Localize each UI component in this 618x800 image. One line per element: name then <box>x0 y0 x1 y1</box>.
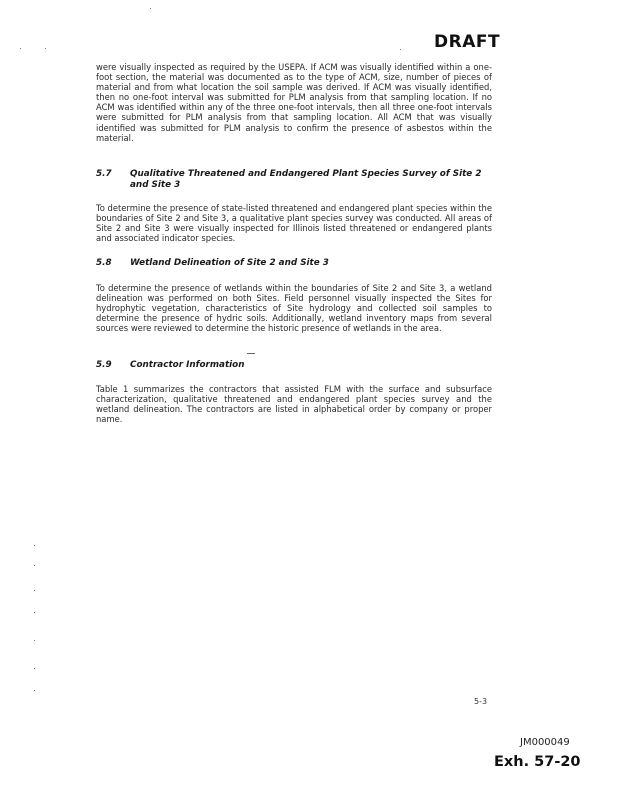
section-number: 5.7 <box>96 169 112 179</box>
scan-speck <box>34 612 35 613</box>
paragraph-plant-survey: To determine the presence of state-listed threatened and endangered plant species within the boundaries of Site 2 and Site 3, a qualitative plant species survey was conducted. All areas of Site 2 and Site 3 were visually inspected for Illinois listed threatened or endangered plants and associated indicator species. <box>96 203 492 244</box>
section-heading-5-7 <box>96 169 496 190</box>
scan-speck <box>34 690 35 691</box>
draft-watermark-label: DRAFT <box>434 32 501 52</box>
section-title: Qualitative Threatened and Endangered Plant Species Survey of Site 2 and Site 3 <box>130 169 482 190</box>
section-heading-5-9 <box>96 360 496 371</box>
stray-mark <box>247 353 255 354</box>
scan-speck <box>34 668 35 669</box>
scan-speck <box>45 48 46 49</box>
section-title: Contractor Information <box>130 360 245 370</box>
exhibit-label: Exh. 57-20 <box>494 754 581 770</box>
page-number: 5-3 <box>474 697 488 706</box>
scan-speck <box>34 545 35 546</box>
section-heading-5-8 <box>96 258 496 269</box>
scan-speck <box>34 565 35 566</box>
paragraph-asbestos-inspection: were visually inspected as required by the USEPA. If ACM was visually identified within a one-foot section, the material was documented as to the type of ACM, size, number of pieces of material and from what location the soil sample was derived. If ACM was visually identified, then no one-foot interval was submitted for PLM analysis from that sampling location. If no ACM was identified within any of the three one-foot intervals, then all three one-foot intervals were submitted for PLM analysis from that sampling location. All ACM that was visually identified was submitted for PLM analysis to confirm the presence of asbestos within the material. <box>96 62 492 143</box>
scan-speck <box>20 48 21 49</box>
scan-speck <box>34 640 35 641</box>
section-number: 5.9 <box>96 360 112 370</box>
paragraph-contractor-info: Table 1 summarizes the contractors that assisted FLM with the surface and subsurface characterization, qualitative threatened and endangered plant species survey and the wetland delineation. The contractors are listed in alphabetical order by company or proper name. <box>96 384 492 425</box>
section-number: 5.8 <box>96 258 112 268</box>
section-title: Wetland Delineation of Site 2 and Site 3 <box>130 258 329 268</box>
scan-speck <box>34 590 35 591</box>
scan-speck <box>400 49 401 50</box>
paragraph-wetland-delineation: To determine the presence of wetlands within the boundaries of Site 2 and Site 3, a wetland delineation was performed on both Sites. Field personnel visually inspected the Sites for hydrophytic vegetation, characteristics of Site hydrology and collected soil samples to determine the presence of hydric soils. Additionally, wetland inventory maps from several sources were reviewed to determine the historic presence of wetlands in the area. <box>96 283 492 334</box>
scan-speck <box>150 8 151 9</box>
bates-number: JM000049 <box>520 737 570 748</box>
